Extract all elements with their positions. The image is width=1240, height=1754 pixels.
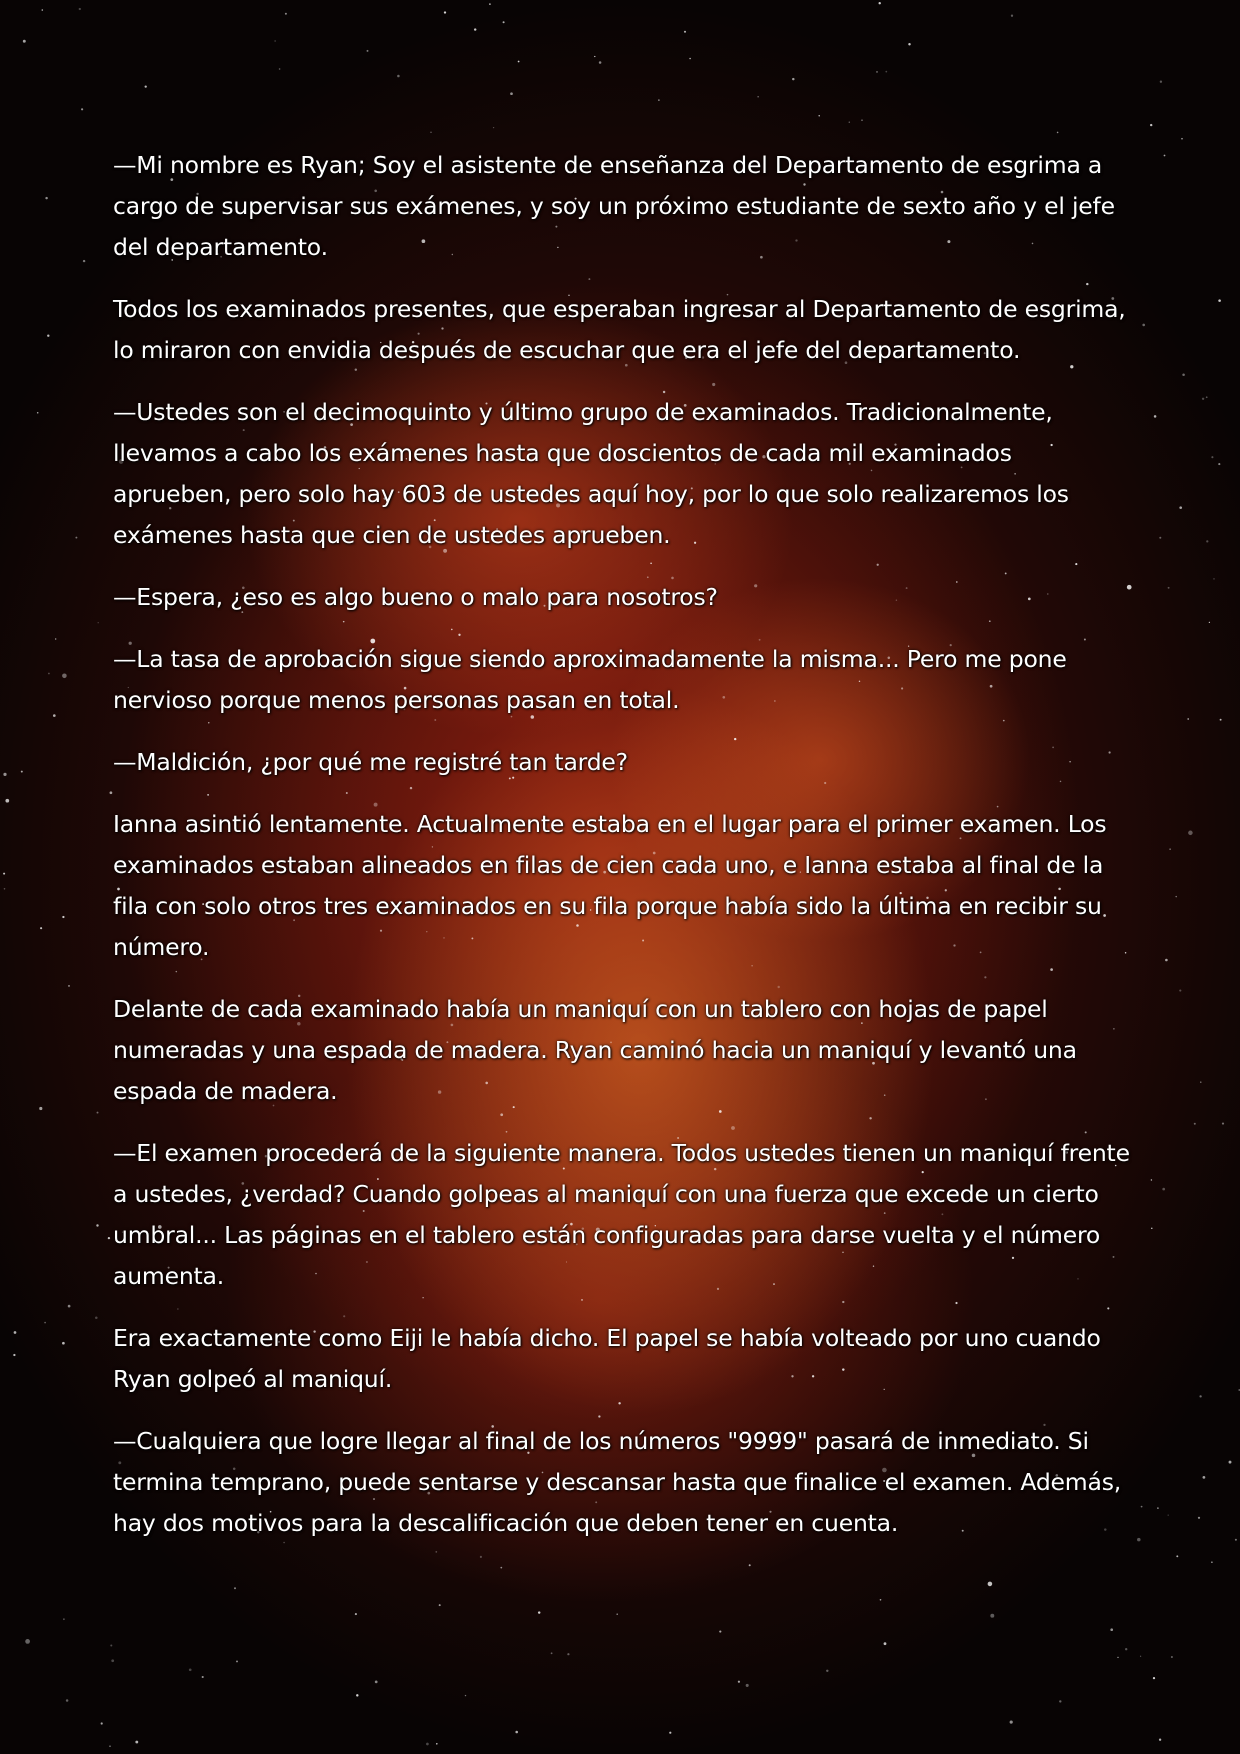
paragraph-4: —Espera, ¿eso es algo bueno o malo para nosotros? — [113, 583, 718, 611]
star — [436, 1743, 438, 1745]
star — [465, 1695, 466, 1696]
star — [1188, 831, 1193, 836]
star — [1179, 990, 1181, 992]
star — [101, 1722, 103, 1724]
paragraph-1: —Mi nombre es Ryan; Soy el asistente de enseñanza del Departamento de esgrima a cargo de supervisar sus exámenes, y soy un próximo estudiante de sexto año y el jefe del departamento. — [113, 151, 1115, 261]
star — [1220, 719, 1222, 721]
star — [1222, 1123, 1224, 1125]
paragraph-10: Era exactamente como Eiji le había dicho. El papel se había volteado por uno cuando Ryan golpeó al maniquí. — [113, 1324, 1101, 1393]
star — [792, 78, 794, 80]
star — [108, 1237, 110, 1239]
star — [1209, 622, 1210, 623]
star — [876, 71, 878, 73]
star — [3, 773, 6, 776]
star — [1153, 1677, 1155, 1679]
star — [1200, 1081, 1201, 1082]
star — [818, 115, 819, 116]
star — [48, 673, 50, 675]
star — [1059, 1700, 1061, 1702]
star — [356, 1694, 358, 1696]
star — [285, 13, 287, 15]
star — [1175, 896, 1176, 897]
star — [1157, 1507, 1159, 1509]
star — [1235, 1539, 1237, 1541]
star — [53, 714, 56, 717]
star — [884, 1642, 887, 1645]
star — [1182, 374, 1185, 377]
star — [439, 1604, 441, 1606]
star — [746, 1684, 749, 1687]
star — [885, 71, 887, 73]
star — [1179, 506, 1182, 509]
paragraph-3: —Ustedes son el decimoquinto y último grupo de examinados. Tradicionalmente, llevamos a cabo los exámenes hasta que doscientos de cada mil examinados aprueben, pero solo hay 603 de ustedes aquí hoy, por lo que solo realizaremos los exámenes hasta que cien de ustedes aprueben. — [113, 398, 1069, 549]
paragraph-9: —El examen procederá de la siguiente manera. Todos ustedes tienen un maniquí frente a ustedes, ¿verdad? Cuando golpeas al maniquí con una fuerza que excede un cierto umbral... Las páginas en el tablero están configuradas para darse vuelta y el número aumenta. — [113, 1139, 1130, 1290]
star — [1160, 81, 1162, 83]
star — [503, 21, 505, 23]
star — [826, 1670, 828, 1672]
star — [95, 1316, 98, 1319]
star — [110, 791, 113, 794]
star — [616, 1613, 617, 1614]
star — [1140, 1656, 1141, 1657]
star — [75, 537, 77, 539]
star — [1110, 1628, 1113, 1631]
star — [4, 888, 6, 890]
star — [1211, 1561, 1213, 1563]
star — [510, 92, 513, 95]
star — [1218, 299, 1221, 302]
star — [594, 56, 595, 57]
star — [474, 28, 476, 30]
star — [275, 40, 276, 41]
star — [1206, 540, 1208, 542]
star — [14, 1331, 17, 1334]
star — [518, 61, 520, 63]
star — [1168, 1514, 1169, 1515]
star — [684, 31, 686, 33]
star — [397, 75, 400, 78]
star — [62, 674, 67, 679]
star — [1165, 959, 1168, 962]
story-text — [113, 145, 1133, 1565]
star — [97, 1112, 99, 1114]
star — [375, 1681, 378, 1684]
star — [1164, 155, 1166, 157]
star — [1171, 1656, 1173, 1658]
star — [599, 61, 602, 64]
star — [13, 1354, 15, 1356]
star — [430, 132, 431, 133]
star — [444, 11, 446, 13]
star — [1141, 1506, 1143, 1508]
star — [515, 1731, 518, 1734]
paragraph-11: —Cualquiera que logre llegar al final de los números "9999" pasará de inmediato. Si termina temprano, puede sentarse y descansar hasta que finalice el examen. Además, hay dos motivos para la descalificación que deben tener en cuenta. — [113, 1427, 1122, 1537]
star — [25, 1639, 30, 1644]
star — [1229, 1461, 1232, 1464]
star — [538, 1611, 540, 1613]
star — [96, 1224, 98, 1226]
paragraph-2: Todos los examinados presentes, que esperaban ingresar al Departamento de esgrima, lo miraron con envidia después de escuchar que era el jefe del departamento. — [113, 295, 1126, 364]
star — [1181, 138, 1183, 140]
star — [44, 1322, 46, 1324]
star — [738, 1681, 740, 1683]
star — [1011, 15, 1013, 17]
star — [62, 1342, 65, 1345]
star — [279, 68, 281, 70]
star — [63, 1618, 65, 1620]
star — [189, 1668, 192, 1671]
star — [880, 1599, 882, 1601]
star — [1198, 1517, 1200, 1519]
star — [669, 1732, 671, 1734]
star — [98, 622, 99, 623]
star — [3, 873, 5, 875]
star — [40, 927, 42, 929]
star — [1159, 1739, 1161, 1741]
star — [79, 8, 81, 10]
star — [908, 43, 910, 45]
star — [1159, 537, 1161, 539]
star — [145, 85, 147, 87]
star — [1057, 132, 1059, 134]
star — [111, 1659, 114, 1662]
star — [1154, 415, 1157, 418]
paragraph-8: Delante de cada examinado había un maniquí con un tablero con hojas de papel numeradas y una espada de madera. Ryan caminó hacia un maniquí y levantó una espada de madera. — [113, 995, 1077, 1105]
star — [990, 1614, 994, 1618]
star — [21, 771, 23, 773]
star — [1142, 324, 1145, 327]
star — [39, 1107, 42, 1110]
star — [1176, 1555, 1178, 1557]
star — [1010, 1721, 1013, 1724]
star — [489, 3, 491, 5]
star — [1199, 1395, 1201, 1397]
star — [758, 96, 759, 97]
star — [1203, 1476, 1206, 1479]
star — [355, 1613, 357, 1615]
star — [23, 40, 26, 43]
star — [719, 1631, 721, 1633]
star — [1206, 396, 1208, 398]
star — [1150, 124, 1152, 126]
paragraph-6: —Maldición, ¿por qué me registré tan tarde? — [113, 748, 628, 776]
star — [849, 121, 850, 122]
star — [500, 1567, 502, 1569]
star — [234, 1587, 236, 1589]
star — [1151, 1228, 1152, 1229]
star — [1151, 1179, 1152, 1180]
star — [493, 127, 494, 128]
star — [1169, 848, 1170, 849]
star — [202, 1676, 204, 1678]
star — [658, 99, 659, 100]
star — [42, 9, 44, 11]
star — [109, 1746, 110, 1747]
star — [55, 638, 56, 639]
star — [1211, 456, 1213, 458]
star — [1137, 1538, 1141, 1542]
star — [135, 1741, 138, 1744]
star — [567, 1653, 569, 1655]
star — [83, 260, 85, 262]
star — [1218, 463, 1220, 465]
paragraph-5: —La tasa de aprobación sigue siendo aproximadamente la misma... Pero me pone nervioso porque menos personas pasan en total. — [113, 645, 1067, 714]
star — [5, 799, 9, 803]
star — [81, 108, 83, 110]
star — [68, 985, 70, 987]
star — [1213, 578, 1214, 579]
star — [689, 58, 691, 60]
paragraph-7: Ianna asintió lentamente. Actualmente estaba en el lugar para el primer examen. Los examinados estaban alineados en filas de cien cada uno, e Ianna estaba al final de la fila con solo otros tres examinados en su fila porque había sido la última en recibir su número. — [113, 810, 1107, 961]
star — [426, 1743, 429, 1746]
star — [37, 412, 39, 414]
star — [879, 2, 881, 4]
star — [45, 197, 47, 199]
star — [1194, 1123, 1196, 1125]
star — [1202, 398, 1204, 400]
star — [1162, 1188, 1165, 1191]
star — [988, 1582, 993, 1587]
star — [1187, 718, 1189, 720]
star — [1117, 1657, 1118, 1658]
star — [1125, 1648, 1127, 1650]
star — [68, 1305, 71, 1308]
star — [861, 119, 862, 120]
star — [236, 1660, 238, 1662]
star — [367, 50, 369, 52]
star — [551, 1652, 553, 1654]
star — [110, 1644, 112, 1646]
star — [1168, 587, 1170, 589]
star — [47, 335, 49, 337]
star — [66, 1699, 69, 1702]
star — [62, 916, 64, 918]
